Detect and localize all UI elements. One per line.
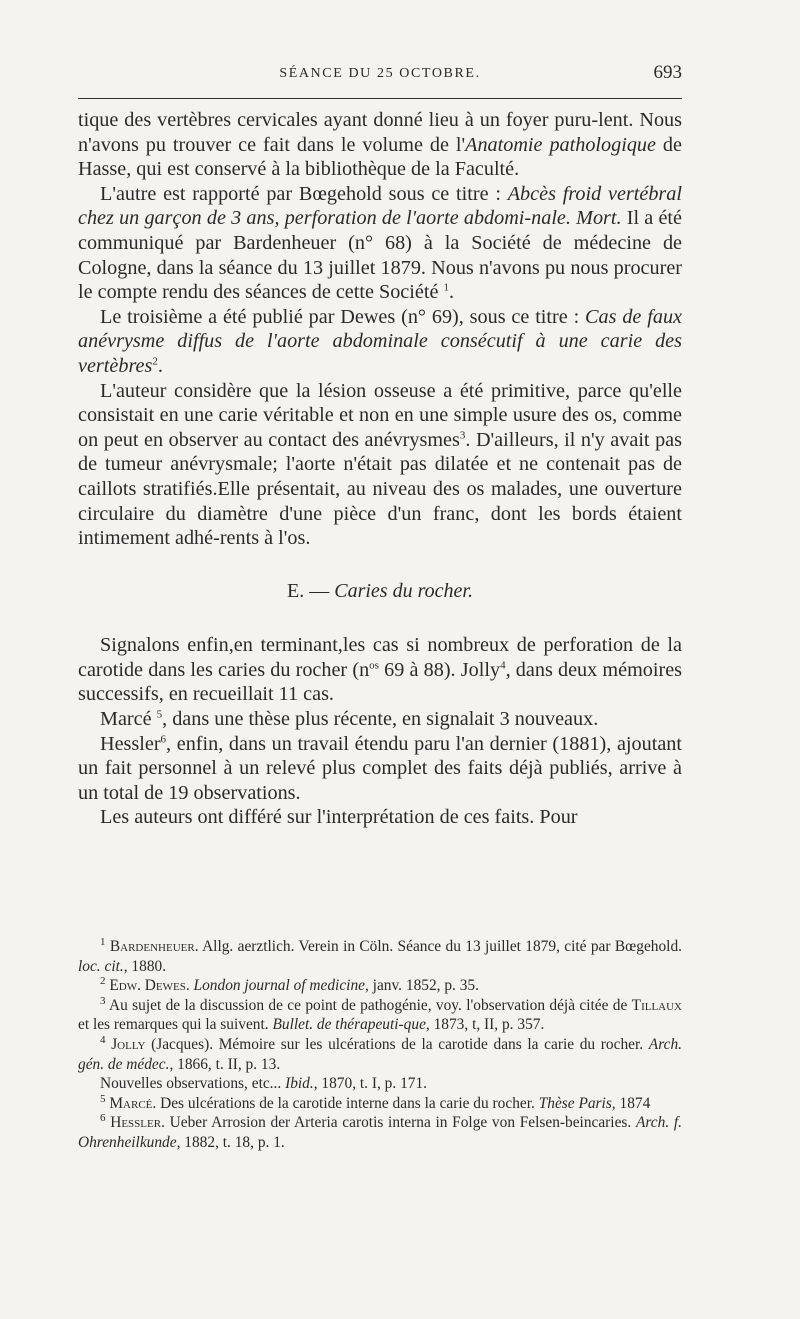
footnote-ref-2: 2 bbox=[152, 355, 158, 368]
footnotes bbox=[78, 937, 682, 1153]
header-rule bbox=[78, 98, 682, 99]
footnote-6: $^6$ Hessler. Ueber Arrosion der Arteria carotis interna in Folge von Felsen-beincaries. Arch. f. Ohrenheilkunde, 1882, t. 18, p. 1. bbox=[78, 1112, 682, 1151]
paragraph-marce: Marcé $^5$, dans une thèse plus récente, en signalait 3 nouveaux. bbox=[100, 708, 599, 731]
footnote-2: $^2$ Edw. Dewes. London journal of medicine, janv. 1852, p. 35. bbox=[100, 975, 479, 995]
main-text bbox=[78, 108, 682, 830]
paragraph-auteur: L'auteur considère que la lésion osseuse a été primitive, parce qu'elle consistait en une carie véritable et non en une simple usure des os, comme on peut en observer au contact des anévrysmes$^3$. D'ailleurs, il n'y avait pas de tumeur anévrysmale; l'aorte n'était pas dilatée et ne contenait pas de caillots stratifiés.Elle présentait, au niveau des os malades, une ouverture circulaire du diamètre d'une pièce d'un franc, dont les bords étaient intimement adhé-rents à l'os. bbox=[78, 379, 682, 550]
footnote-ref-4: 4 bbox=[500, 659, 506, 672]
footnote-4: $^4$ Jolly (Jacques). Mémoire sur les ulcérations de la carotide dans la carie du rocher. Arch. gén. de médec., 1866, t. II, p. 13. bbox=[78, 1033, 682, 1073]
footnote-3: $^3$ Au sujet de la discussion de ce point de pathogénie, voy. l'observation déjà citée de Tillaux et les remarques qui la suivent. Bullet. de thérapeuti-que, 1873, t, II, p. 357. bbox=[78, 994, 683, 1034]
footnote-ref-6: 6 bbox=[160, 732, 167, 745]
page-header bbox=[78, 62, 682, 90]
footnote-ref-5: 5 bbox=[156, 708, 163, 721]
footnote-4-continued: Nouvelles observations, etc... Ibid., 1870, t. I, p. 171. bbox=[100, 1075, 428, 1093]
paragraph-continuation: tique des vertèbres cervicales ayant donné lieu à un foyer puru-lent. Nous n'avons pu trouver ce fait dans le volume de l'Anatomie pathologique de Hasse, qui est conservé à la bibliothèque de la Faculté. bbox=[78, 109, 682, 181]
section-heading: E. — Caries du rocher. bbox=[287, 579, 473, 602]
running-title: SÉANCE DU 25 OCTOBRE. bbox=[279, 66, 481, 81]
footnote-ref-1: 1 bbox=[443, 281, 449, 294]
footnote-ref-3: 3 bbox=[459, 428, 466, 441]
paragraph-signalons: Signalons enfin,en terminant,les cas si nombreux de perforation de la carotide dans les caries du rocher ($n^{os}$ 69 à 88). Jolly$^4$, dans deux mémoires successifs, en recueillait 11 cas. bbox=[78, 634, 683, 706]
paragraph-dewes: Le troisième a été publié par Dewes (n° 69), sous ce titre : Cas de faux anévrysme diffus de l'aorte abdominale consécutif à une carie des vertèbres$^2$. bbox=[78, 305, 682, 377]
paragraph-boegehold: L'autre est rapporté par Bœgehold sous ce titre : Abcès froid vertébral chez un garçon de 3 ans, perforation de l'aorte abdomi-nale. Mort. Il a été communiqué par Bardenheuer (n° 68) à la Société de médecine de Cologne, dans la séance du 13 juillet 1879. Nous n'avons pu nous procurer le compte rendu des séances de cette Société $^1$. bbox=[78, 182, 683, 304]
paragraph-auteurs: Les auteurs ont différé sur l'interprétation de ces faits. Pour bbox=[100, 806, 578, 829]
page-number: 693 bbox=[653, 62, 682, 83]
footnote-1: $^1$ Bardenheuer. Allg. aerztlich. Verein in Cöln. Séance du 13 juillet 1879, cité par Bœgehold. loc. cit., 1880. bbox=[78, 935, 682, 975]
paragraph-hessler: Hessler$^6$, enfin, dans un travail étendu paru l'an dernier (1881), ajoutant un fait personnel à un relevé plus complet des faits déjà publiés, arrive à un total de 19 observations. bbox=[78, 732, 682, 804]
footnote-5: $^5$ Marcé. Des ulcérations de la carotide interne dans la carie du rocher. Thèse Paris, 1874 bbox=[100, 1092, 651, 1112]
